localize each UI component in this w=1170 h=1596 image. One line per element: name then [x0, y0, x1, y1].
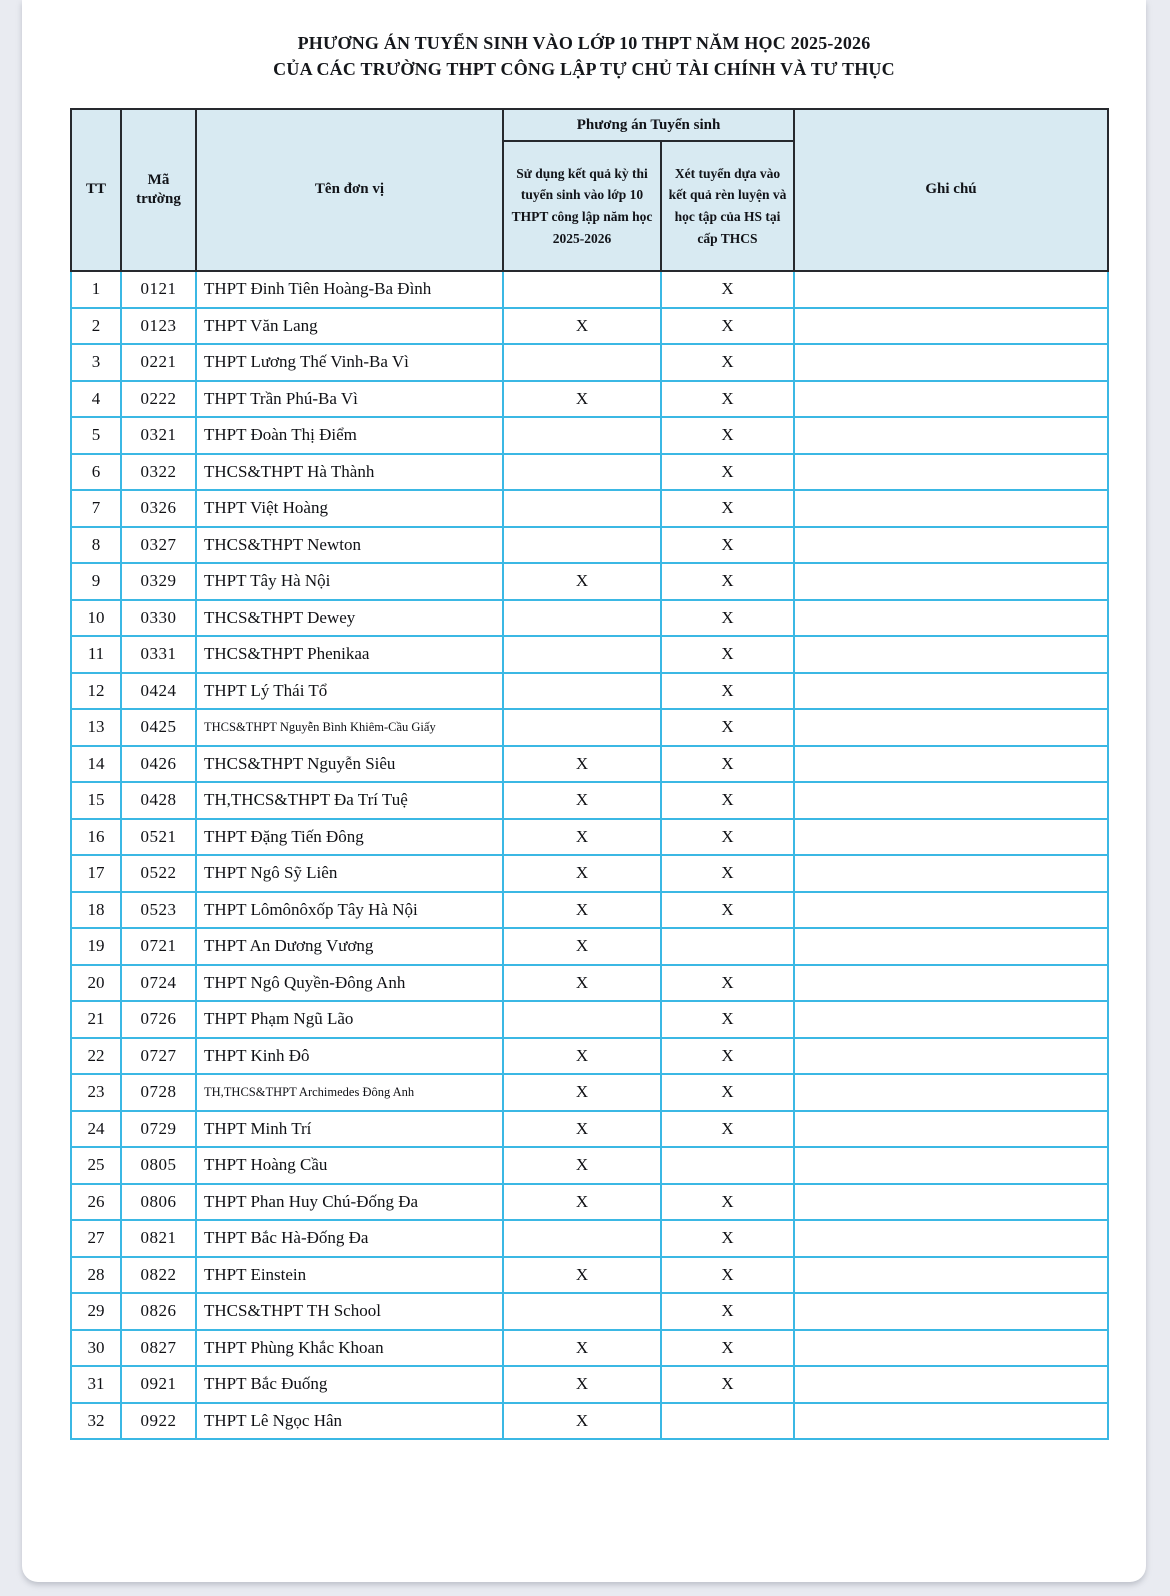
school-code: 0826: [121, 1293, 196, 1330]
row-index: 15: [71, 782, 121, 819]
review-mark: X: [661, 819, 794, 856]
school-code: 0322: [121, 454, 196, 491]
document-title-line1: PHƯƠNG ÁN TUYỂN SINH VÀO LỚP 10 THPT NĂM HỌC 2025-2026: [297, 33, 871, 53]
row-index: 26: [71, 1184, 121, 1221]
table-row: [71, 1147, 1108, 1184]
school-name: THCS&THPT Nguyễn Bình Khiêm-Cầu Giấy: [196, 709, 503, 746]
note-cell: [794, 1111, 1108, 1148]
school-code: 0522: [121, 855, 196, 892]
school-name: TH,THCS&THPT Archimedes Đông Anh: [196, 1074, 503, 1111]
school-code: 0523: [121, 892, 196, 929]
exam-mark: [503, 636, 661, 673]
exam-mark: X: [503, 1184, 661, 1221]
school-code: 0822: [121, 1257, 196, 1294]
header-school-name: Tên đơn vị: [196, 109, 503, 271]
row-index: 17: [71, 855, 121, 892]
row-index: 14: [71, 746, 121, 783]
note-cell: [794, 892, 1108, 929]
review-mark: X: [661, 1366, 794, 1403]
review-mark: X: [661, 454, 794, 491]
table-row: [71, 600, 1108, 637]
note-cell: [794, 819, 1108, 856]
exam-mark: [503, 417, 661, 454]
school-code: 0222: [121, 381, 196, 418]
admission-plan-table: [70, 108, 1109, 1440]
row-index: 9: [71, 563, 121, 600]
exam-mark: X: [503, 1111, 661, 1148]
note-cell: [794, 1330, 1108, 1367]
table-row: [71, 673, 1108, 710]
table-row: [71, 709, 1108, 746]
exam-mark: [503, 1220, 661, 1257]
row-index: 10: [71, 600, 121, 637]
exam-mark: [503, 673, 661, 710]
review-mark: X: [661, 308, 794, 345]
school-code: 0805: [121, 1147, 196, 1184]
review-mark: X: [661, 673, 794, 710]
note-cell: [794, 1366, 1108, 1403]
school-code: 0425: [121, 709, 196, 746]
review-mark: X: [661, 1257, 794, 1294]
review-mark: X: [661, 1293, 794, 1330]
note-cell: [794, 965, 1108, 1002]
exam-mark: [503, 1001, 661, 1038]
review-mark: X: [661, 965, 794, 1002]
note-cell: [794, 1257, 1108, 1294]
note-cell: [794, 636, 1108, 673]
review-mark: X: [661, 1074, 794, 1111]
row-index: 28: [71, 1257, 121, 1294]
table-row: [71, 271, 1108, 308]
note-cell: [794, 746, 1108, 783]
review-mark: [661, 928, 794, 965]
row-index: 30: [71, 1330, 121, 1367]
table-row: [71, 1220, 1108, 1257]
table-row: [71, 563, 1108, 600]
exam-mark: X: [503, 381, 661, 418]
school-name: THPT Đinh Tiên Hoàng-Ba Đình: [196, 271, 503, 308]
table-row: [71, 1184, 1108, 1221]
row-index: 23: [71, 1074, 121, 1111]
exam-mark: [503, 1293, 661, 1330]
school-code: 0827: [121, 1330, 196, 1367]
table-header: [71, 109, 1108, 271]
table-row: [71, 490, 1108, 527]
note-cell: [794, 673, 1108, 710]
review-mark: X: [661, 746, 794, 783]
note-cell: [794, 454, 1108, 491]
school-code: 0424: [121, 673, 196, 710]
school-code: 0728: [121, 1074, 196, 1111]
school-code: 0729: [121, 1111, 196, 1148]
exam-mark: X: [503, 1257, 661, 1294]
school-name: THPT Minh Trí: [196, 1111, 503, 1148]
note-cell: [794, 490, 1108, 527]
review-mark: X: [661, 381, 794, 418]
review-mark: X: [661, 271, 794, 308]
school-name: THCS&THPT Hà Thành: [196, 454, 503, 491]
row-index: 11: [71, 636, 121, 673]
school-name: THPT Ngô Quyền-Đông Anh: [196, 965, 503, 1002]
header-tt: TT: [71, 109, 121, 271]
school-name: THPT Kinh Đô: [196, 1038, 503, 1075]
note-cell: [794, 1147, 1108, 1184]
school-name: THPT Đoàn Thị Điểm: [196, 417, 503, 454]
school-name: THPT Việt Hoàng: [196, 490, 503, 527]
school-name: THPT An Dương Vương: [196, 928, 503, 965]
table-row: [71, 308, 1108, 345]
exam-mark: X: [503, 819, 661, 856]
school-name: THPT Bắc Đuống: [196, 1366, 503, 1403]
note-cell: [794, 928, 1108, 965]
exam-mark: X: [503, 563, 661, 600]
row-index: 3: [71, 344, 121, 381]
school-code: 0327: [121, 527, 196, 564]
table-row: [71, 965, 1108, 1002]
exam-mark: X: [503, 1330, 661, 1367]
school-name: THPT Phan Huy Chú-Đống Đa: [196, 1184, 503, 1221]
row-index: 25: [71, 1147, 121, 1184]
school-name: THPT Phạm Ngũ Lão: [196, 1001, 503, 1038]
school-code: 0329: [121, 563, 196, 600]
school-code: 0123: [121, 308, 196, 345]
school-name: THPT Phùng Khắc Khoan: [196, 1330, 503, 1367]
exam-mark: X: [503, 1366, 661, 1403]
table-row: [71, 1403, 1108, 1440]
header-admission-plan-group: Phương án Tuyển sinh: [503, 109, 794, 141]
note-cell: [794, 527, 1108, 564]
table-row: [71, 1001, 1108, 1038]
document-page: [22, 0, 1146, 1582]
review-mark: [661, 1147, 794, 1184]
school-name: THPT Trần Phú-Ba Vì: [196, 381, 503, 418]
school-code: 0726: [121, 1001, 196, 1038]
school-code: 0727: [121, 1038, 196, 1075]
document-title: [22, 0, 1146, 82]
review-mark: X: [661, 417, 794, 454]
row-index: 2: [71, 308, 121, 345]
school-code: 0428: [121, 782, 196, 819]
exam-mark: [503, 490, 661, 527]
review-mark: X: [661, 1111, 794, 1148]
review-mark: X: [661, 1001, 794, 1038]
exam-mark: [503, 527, 661, 564]
review-mark: X: [661, 855, 794, 892]
school-code: 0921: [121, 1366, 196, 1403]
row-index: 7: [71, 490, 121, 527]
table-row: [71, 417, 1108, 454]
school-code: 0221: [121, 344, 196, 381]
school-code: 0426: [121, 746, 196, 783]
review-mark: [661, 1403, 794, 1440]
exam-mark: X: [503, 782, 661, 819]
exam-mark: X: [503, 1038, 661, 1075]
school-name: THPT Lômônôxốp Tây Hà Nội: [196, 892, 503, 929]
review-mark: X: [661, 1330, 794, 1367]
row-index: 24: [71, 1111, 121, 1148]
school-code: 0806: [121, 1184, 196, 1221]
exam-mark: X: [503, 308, 661, 345]
note-cell: [794, 855, 1108, 892]
review-mark: X: [661, 782, 794, 819]
row-index: 31: [71, 1366, 121, 1403]
row-index: 5: [71, 417, 121, 454]
table-row: [71, 454, 1108, 491]
school-code: 0331: [121, 636, 196, 673]
table-row: [71, 1074, 1108, 1111]
header-school-code: Mã trường: [121, 109, 196, 271]
table-row: [71, 1366, 1108, 1403]
review-mark: X: [661, 344, 794, 381]
row-index: 21: [71, 1001, 121, 1038]
exam-mark: X: [503, 746, 661, 783]
school-name: THCS&THPT Newton: [196, 527, 503, 564]
table-row: [71, 782, 1108, 819]
review-mark: X: [661, 527, 794, 564]
school-name: THPT Ngô Sỹ Liên: [196, 855, 503, 892]
table-row: [71, 1293, 1108, 1330]
exam-mark: [503, 454, 661, 491]
table-row: [71, 636, 1108, 673]
school-code: 0821: [121, 1220, 196, 1257]
review-mark: X: [661, 563, 794, 600]
school-code: 0724: [121, 965, 196, 1002]
note-cell: [794, 381, 1108, 418]
note-cell: [794, 782, 1108, 819]
note-cell: [794, 600, 1108, 637]
school-name: THPT Hoàng Cầu: [196, 1147, 503, 1184]
header-review-method: Xét tuyển dựa vào kết quả rèn luyện và học tập của HS tại cấp THCS: [661, 141, 794, 271]
school-name: THPT Lý Thái Tổ: [196, 673, 503, 710]
header-exam-method: Sử dụng kết quả kỳ thi tuyển sinh vào lớp 10 THPT công lập năm học 2025-2026: [503, 141, 661, 271]
school-name: THCS&THPT TH School: [196, 1293, 503, 1330]
table-row: [71, 381, 1108, 418]
school-code: 0121: [121, 271, 196, 308]
note-cell: [794, 1001, 1108, 1038]
review-mark: X: [661, 600, 794, 637]
school-name: THPT Lương Thế Vinh-Ba Vì: [196, 344, 503, 381]
table-row: [71, 1257, 1108, 1294]
row-index: 20: [71, 965, 121, 1002]
school-name: THPT Văn Lang: [196, 308, 503, 345]
school-name: THCS&THPT Nguyễn Siêu: [196, 746, 503, 783]
school-code: 0521: [121, 819, 196, 856]
table-row: [71, 527, 1108, 564]
row-index: 1: [71, 271, 121, 308]
school-code: 0321: [121, 417, 196, 454]
review-mark: X: [661, 636, 794, 673]
exam-mark: X: [503, 928, 661, 965]
row-index: 6: [71, 454, 121, 491]
table-row: [71, 892, 1108, 929]
note-cell: [794, 1220, 1108, 1257]
exam-mark: X: [503, 1147, 661, 1184]
exam-mark: [503, 271, 661, 308]
review-mark: X: [661, 709, 794, 746]
header-note: Ghi chú: [794, 109, 1108, 271]
school-name: THPT Đặng Tiến Đông: [196, 819, 503, 856]
school-name: THPT Bắc Hà-Đống Đa: [196, 1220, 503, 1257]
school-code: 0721: [121, 928, 196, 965]
note-cell: [794, 344, 1108, 381]
row-index: 32: [71, 1403, 121, 1440]
row-index: 27: [71, 1220, 121, 1257]
exam-mark: X: [503, 1403, 661, 1440]
note-cell: [794, 271, 1108, 308]
row-index: 8: [71, 527, 121, 564]
note-cell: [794, 1074, 1108, 1111]
row-index: 13: [71, 709, 121, 746]
note-cell: [794, 709, 1108, 746]
row-index: 22: [71, 1038, 121, 1075]
school-name: THPT Lê Ngọc Hân: [196, 1403, 503, 1440]
review-mark: X: [661, 490, 794, 527]
review-mark: X: [661, 892, 794, 929]
review-mark: X: [661, 1038, 794, 1075]
table-row: [71, 1111, 1108, 1148]
exam-mark: X: [503, 1074, 661, 1111]
school-code: 0326: [121, 490, 196, 527]
table-row: [71, 746, 1108, 783]
table-row: [71, 819, 1108, 856]
table-row: [71, 1038, 1108, 1075]
table-row: [71, 344, 1108, 381]
review-mark: X: [661, 1184, 794, 1221]
school-code: 0922: [121, 1403, 196, 1440]
school-name: THPT Einstein: [196, 1257, 503, 1294]
school-name: THCS&THPT Phenikaa: [196, 636, 503, 673]
table-row: [71, 928, 1108, 965]
school-code: 0330: [121, 600, 196, 637]
row-index: 18: [71, 892, 121, 929]
table-body: [71, 271, 1108, 1439]
exam-mark: X: [503, 855, 661, 892]
note-cell: [794, 563, 1108, 600]
row-index: 16: [71, 819, 121, 856]
row-index: 19: [71, 928, 121, 965]
exam-mark: [503, 600, 661, 637]
table-row: [71, 855, 1108, 892]
row-index: 12: [71, 673, 121, 710]
school-name: TH,THCS&THPT Đa Trí Tuệ: [196, 782, 503, 819]
note-cell: [794, 417, 1108, 454]
review-mark: X: [661, 1220, 794, 1257]
note-cell: [794, 308, 1108, 345]
note-cell: [794, 1184, 1108, 1221]
note-cell: [794, 1293, 1108, 1330]
exam-mark: X: [503, 965, 661, 1002]
exam-mark: X: [503, 892, 661, 929]
school-name: THCS&THPT Dewey: [196, 600, 503, 637]
school-name: THPT Tây Hà Nội: [196, 563, 503, 600]
exam-mark: [503, 709, 661, 746]
exam-mark: [503, 344, 661, 381]
table-row: [71, 1330, 1108, 1367]
row-index: 29: [71, 1293, 121, 1330]
note-cell: [794, 1038, 1108, 1075]
note-cell: [794, 1403, 1108, 1440]
document-title-line2: CỦA CÁC TRƯỜNG THPT CÔNG LẬP TỰ CHỦ TÀI CHÍNH VÀ TƯ THỤC: [273, 59, 895, 79]
row-index: 4: [71, 381, 121, 418]
